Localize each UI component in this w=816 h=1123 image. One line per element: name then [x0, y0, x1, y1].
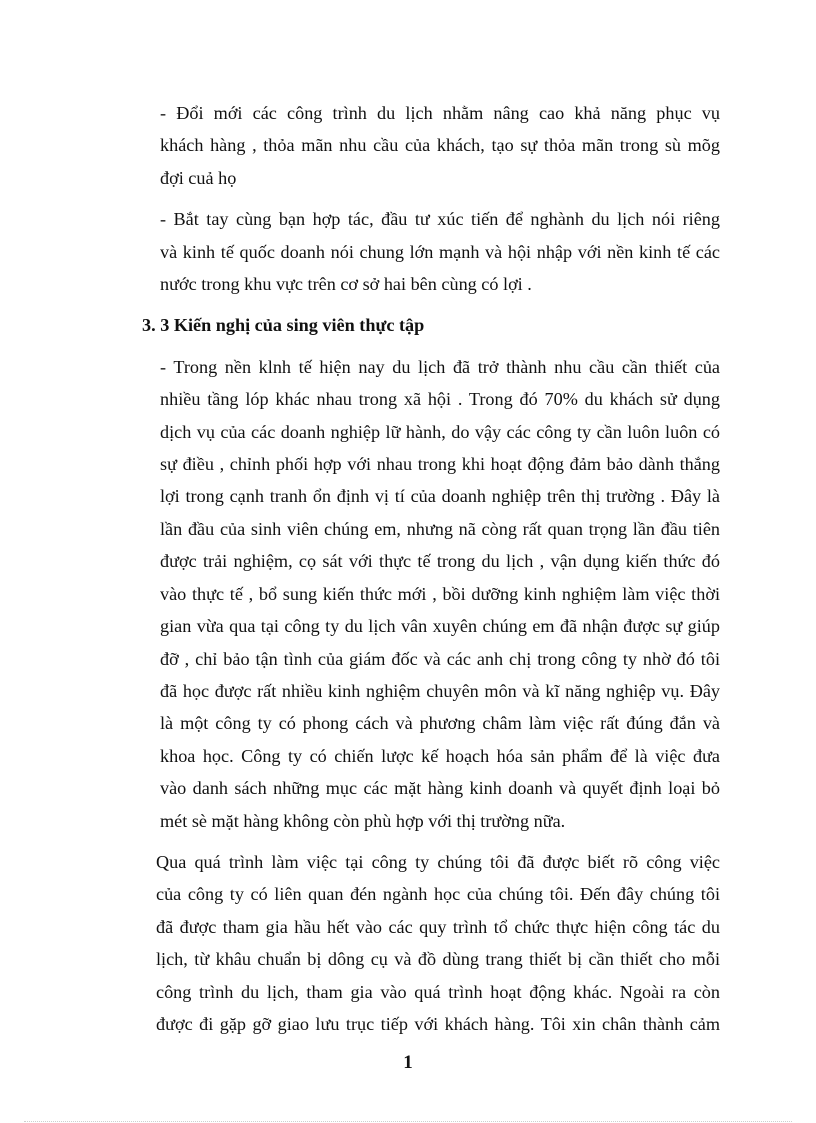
text-line: lợi trong cạnh tranh ổn định vị tí của doanh nghiệp trên thị trường . Đây là	[160, 486, 720, 507]
body-text	[142, 97, 720, 1040]
paragraph-cooperation	[142, 203, 720, 300]
text-line: lần đầu của sinh viên chúng em, nhưng nã còng rất quan trọng lần đầu tiên	[160, 518, 720, 539]
text-line: lịch, từ khâu chuẩn bị dông cụ và đồ dùng trang thiết bị cần thiết cho mỗi	[156, 949, 720, 970]
text-line: là một công ty có phong cách và phương châm làm việc rất đúng đắn và	[160, 713, 720, 734]
text-line: khoa học. Công ty có chiến lược kế hoạch hóa sản phẩm để là việc đưa	[160, 745, 720, 766]
text-line: khách hàng , thỏa mãn nhu cầu của khách, tạo sự thỏa mãn trong sù mõg	[160, 135, 720, 156]
text-line: - Đổi mới các công trình du lịch nhằm nâng cao khả năng phục vụ	[160, 103, 720, 123]
text-line: công trình du lịch, tham gia vào quá trình hoạt động khác. Ngoài ra còn	[156, 981, 720, 1002]
text-line: Qua quá trình làm việc tại công ty chúng tôi đã được biết rõ công việc	[156, 851, 720, 872]
text-line: đỡ , chỉ bảo tận tình của giám đốc và các anh chị trong công ty nhờ đó tôi	[160, 648, 720, 669]
text-line: được đi gặp gỡ giao lưu trục tiếp với khách hàng. Tôi xin chân thành cảm	[156, 1013, 720, 1034]
text-line: - Trong nền klnh tế hiện nay du lịch đã trở thành nhu cầu cần thiết của	[160, 356, 720, 377]
text-line: đã học được rất nhiều kinh nghiệm chuyên môn và kĩ năng nghiệp vụ. Đây	[160, 680, 720, 701]
text-line: và kinh tế quốc doanh nói chung lớn mạnh và hội nhập với nền kinh tế các	[160, 241, 720, 262]
section-heading: 3. 3 Kiến nghị của sing viên thực tập	[142, 315, 425, 336]
paragraph-experience	[142, 846, 720, 1040]
page-bottom-divider	[24, 1121, 792, 1122]
text-line: đợi cuả họ	[160, 167, 237, 188]
text-line: vào thực tế , bổ sung kiến thức mới , bồi dưỡng kinh nghiệm làm việc thời	[160, 583, 720, 604]
text-line: vào danh sách những mục các mặt hàng kinh doanh và quyết định loại bỏ	[160, 778, 720, 799]
paragraph-innovation	[142, 97, 720, 194]
text-line: sự điều , chỉnh phối hợp với nhau trong khi hoạt động đảm bảo dành thắng	[160, 454, 720, 475]
page-number: 1	[403, 1052, 413, 1073]
text-line: - Bắt tay cùng bạn hợp tác, đầu tư xúc tiến để nghành du lịch nói riêng	[160, 209, 720, 230]
paragraph-recommendation	[142, 351, 720, 837]
text-line: được trải nghiệm, cọ sát với thực tế trong du lịch , vận dụng kiến thức đó	[160, 551, 720, 572]
text-line: nhiều tầng lóp khác nhau trong xã hội . Trong đó 70% du khách sử dụng	[160, 389, 720, 410]
text-line: mét sè mặt hàng không còn phù hợp với thị trường nữa.	[160, 810, 566, 831]
text-line: của công ty có liên quan đén ngành học của chúng tôi. Đến đây chúng tôi	[156, 884, 720, 905]
text-line: gian vừa qua tại công ty du lịch vân xuyên chúng em đã nhận được sự giúp	[160, 616, 720, 637]
text-line: nước trong khu vực trên cơ sở hai bên cùng có lợi .	[160, 274, 532, 295]
text-line: đã được tham gia hầu hết vào các quy trình tổ chức thực hiện công tác du	[156, 916, 720, 937]
text-line: dịch vụ của các doanh nghiệp lữ hành, do vậy các công ty cần luôn luôn có	[160, 421, 720, 442]
